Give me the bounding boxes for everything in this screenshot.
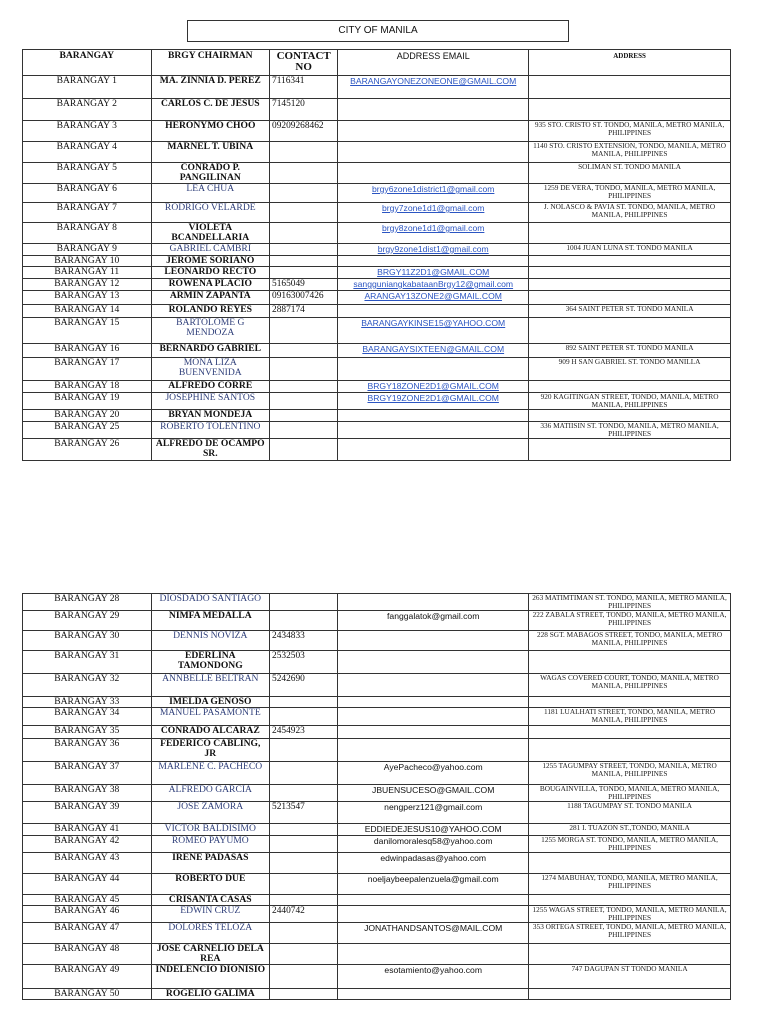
email-cell[interactable]: sangguniangkabataanBrgy12@gmail.com [338,279,529,291]
address-cell [529,439,731,461]
chairman-cell: JOSE CARNELIO DELA REA [151,944,270,965]
barangay-cell: BARANGAY 45 [23,895,152,906]
chairman-cell: VIOLETA BCANDELLARIA [151,223,270,244]
email-cell [338,708,529,726]
table-row [23,824,731,836]
address-cell: 747 DAGUPAN ST TONDO MANILA [529,965,731,989]
address-cell [529,76,731,99]
address-cell: 263 MATIMTIMAN ST. TONDO, MANILA, METRO MANILA, PHILIPPINES [529,594,731,611]
address-cell [529,279,731,291]
address-cell: BOUGAINVILLA, TONDO, MANILA, METRO MANILA, PHILIPPINES [529,785,731,802]
barangay-cell: BARANGAY 49 [23,965,152,989]
chairman-cell: IMELDA GENOSO [151,697,270,708]
barangay-cell: BARANGAY 46 [23,906,152,923]
table-row [23,762,731,785]
table-row [23,651,731,674]
table-row [23,785,731,802]
email-cell[interactable]: brgy7zone1d1@gmail.com [338,203,529,223]
table-row [23,381,731,393]
address-cell: 1188 TAGUMPAY ST. TONDO MANILA [529,802,731,824]
barangay-cell: BARANGAY 38 [23,785,152,802]
contact-cell [270,184,338,203]
table-row [23,203,731,223]
contact-cell [270,256,338,267]
address-cell [529,944,731,965]
table-row [23,410,731,422]
chairman-cell: CRISANTA CASAS [151,895,270,906]
contact-cell [270,344,338,358]
chairman-cell: MONA LIZA BUENVENIDA [151,358,270,381]
email-cell[interactable]: nengperz121@gmail.com [338,802,529,824]
barangay-cell: BARANGAY 10 [23,256,152,267]
chairman-cell: HERONYMO CHOO [151,121,270,142]
table-row [23,674,731,697]
barangay-cell: BARANGAY 8 [23,223,152,244]
chairman-cell: ROWENA PLACIO [151,279,270,291]
chairman-cell: JOSEPHINE SANTOS [151,393,270,410]
table-row [23,318,731,344]
contact-cell [270,762,338,785]
email-cell [338,163,529,184]
barangay-cell: BARANGAY 19 [23,393,152,410]
address-cell [529,318,731,344]
table-row [23,923,731,944]
barangay-cell: BARANGAY 4 [23,142,152,163]
table-row [23,291,731,305]
chairman-cell: CARLOS C. DE JESUS [151,99,270,121]
address-cell [529,256,731,267]
chairman-cell: ARMIN ZAPANTA [151,291,270,305]
address-cell: 336 MATIISIN ST. TONDO, MANILA, METRO MANILA, PHILIPPINES [529,422,731,439]
chairman-cell: BRYAN MONDEJA [151,410,270,422]
address-cell: 909 H SAN GABRIEL ST. TONDO MANILLA [529,358,731,381]
contact-cell [270,244,338,256]
contact-cell [270,989,338,1000]
table-bottom-body [23,594,731,1000]
barangay-cell: BARANGAY 33 [23,697,152,708]
table-row [23,697,731,708]
email-cell[interactable]: esotamiento@yahoo.com [338,965,529,989]
contact-cell [270,358,338,381]
contact-cell [270,381,338,393]
header-email: ADDRESS EMAIL [338,50,529,76]
chairman-cell: JOSE ZAMORA [151,802,270,824]
address-cell: 935 STO. CRISTO ST. TONDO, MANILA, METRO MANILA, PHILIPPINES [529,121,731,142]
table-row [23,99,731,121]
email-cell [338,439,529,461]
page-title: CITY OF MANILA [187,20,569,42]
email-cell [338,989,529,1000]
chairman-cell: NIMFA MEDALLA [151,611,270,631]
contact-cell: 2887174 [270,305,338,318]
contact-cell [270,422,338,439]
chairman-cell: ROMEO PAYUMO [151,836,270,853]
chairman-cell: JEROME SORIANO [151,256,270,267]
table-row [23,439,731,461]
contact-cell [270,965,338,989]
address-cell [529,223,731,244]
contact-cell: 7116341 [270,76,338,99]
barangay-cell: BARANGAY 14 [23,305,152,318]
barangay-cell: BARANGAY 16 [23,344,152,358]
table-row [23,305,731,318]
chairman-cell: ALFREDO GARCIA [151,785,270,802]
table-row [23,874,731,895]
barangay-cell: BARANGAY 37 [23,762,152,785]
table-row [23,802,731,824]
table-row [23,422,731,439]
chairman-cell: CONRADO ALCARAZ [151,726,270,739]
address-cell: 281 I. TUAZON ST.,TONDO, MANILA [529,824,731,836]
address-cell [529,739,731,762]
email-cell [338,674,529,697]
chairman-cell: LEA CHUA [151,184,270,203]
table-row [23,223,731,244]
chairman-cell: ANNBELLE BELTRAN [151,674,270,697]
address-cell [529,697,731,708]
email-cell[interactable]: noeljaybeepalenzuela@gmail.com [338,874,529,895]
email-cell[interactable]: JONATHANDSANTOS@MAIL.COM [338,923,529,944]
contact-cell [270,853,338,874]
table-row [23,708,731,726]
barangay-cell: BARANGAY 6 [23,184,152,203]
barangay-table-top [22,49,731,461]
table-row [23,965,731,989]
address-cell: 920 KAGITINGAN STREET, TONDO, MANILA, METRO MANILA, PHILIPPINES [529,393,731,410]
contact-cell: 5165049 [270,279,338,291]
contact-cell [270,223,338,244]
email-cell [338,739,529,762]
email-cell [338,906,529,923]
table-row [23,163,731,184]
address-cell [529,726,731,739]
contact-cell [270,594,338,611]
chairman-cell: MANUEL PASAMONTE [151,708,270,726]
table-row [23,358,731,381]
chairman-cell: VICTOR BALDISIMO [151,824,270,836]
email-cell[interactable]: BARANGAYONEZONEONE@GMAIL.COM [338,76,529,99]
table-row [23,121,731,142]
header-contact: CONTACT NO [270,50,338,76]
table-row [23,895,731,906]
table-row [23,906,731,923]
contact-cell [270,203,338,223]
contact-cell: 09163007426 [270,291,338,305]
contact-cell: 5242690 [270,674,338,697]
email-cell [338,358,529,381]
email-cell[interactable]: BRGY11Z2D1@GMAIL.COM [338,267,529,279]
contact-cell [270,611,338,631]
barangay-cell: BARANGAY 26 [23,439,152,461]
chairman-cell: FEDERICO CABLING, JR [151,739,270,762]
address-cell [529,99,731,121]
chairman-cell: DOLORES TELOZA [151,923,270,944]
address-cell: 1004 JUAN LUNA ST. TONDO MANILA [529,244,731,256]
chairman-cell: ROLANDO REYES [151,305,270,318]
chairman-cell: EDERLINA TAMONDONG [151,651,270,674]
table-row [23,267,731,279]
chairman-cell: CONRADO P. PANGILINAN [151,163,270,184]
contact-cell [270,895,338,906]
chairman-cell: DIOSDADO SANTIAGO [151,594,270,611]
address-cell: 1259 DE VERA, TONDO, MANILA, METRO MANILA, PHILIPPINES [529,184,731,203]
contact-cell [270,944,338,965]
table-row [23,611,731,631]
table-row [23,944,731,965]
table-row [23,631,731,651]
chairman-cell: MA. ZINNIA D. PEREZ [151,76,270,99]
chairman-cell: BERNARDO GABRIEL [151,344,270,358]
email-cell[interactable]: edwinpadasas@yahoo.com [338,853,529,874]
address-cell [529,381,731,393]
email-cell[interactable]: brgy9zone1dist1@gmail.com [338,244,529,256]
header-barangay: BARANGAY [23,50,152,76]
address-cell: 228 SGT. MABAGOS STREET, TONDO, MANILA, METRO MANILA, PHILIPPINES [529,631,731,651]
chairman-cell: EDWIN CRUZ [151,906,270,923]
contact-cell [270,836,338,853]
email-cell [338,631,529,651]
address-cell: 353 ORTEGA STREET, TONDO, MANILA, METRO MANILA, PHILIPPINES [529,923,731,944]
contact-cell: 2434833 [270,631,338,651]
contact-cell [270,439,338,461]
email-cell[interactable]: BARANGAYKINSE15@YAHOO.COM [338,318,529,344]
contact-cell: 2454923 [270,726,338,739]
contact-cell: 7145120 [270,99,338,121]
barangay-cell: BARANGAY 43 [23,853,152,874]
barangay-cell: BARANGAY 39 [23,802,152,824]
barangay-cell: BARANGAY 13 [23,291,152,305]
contact-cell [270,785,338,802]
contact-cell [270,824,338,836]
email-cell [338,422,529,439]
barangay-cell: BARANGAY 32 [23,674,152,697]
email-cell [338,726,529,739]
barangay-cell: BARANGAY 47 [23,923,152,944]
address-cell: 1255 MORGA ST. TONDO, MANILA, METRO MANILA, PHILIPPINES [529,836,731,853]
barangay-cell: BARANGAY 29 [23,611,152,631]
table-row [23,244,731,256]
address-cell [529,895,731,906]
barangay-cell: BARANGAY 2 [23,99,152,121]
contact-cell: 2532503 [270,651,338,674]
email-cell [338,651,529,674]
email-cell [338,697,529,708]
address-cell: 1255 WAGAS STREET, TONDO, MANILA, METRO MANILA, PHILIPPINES [529,906,731,923]
contact-cell [270,163,338,184]
address-cell: SOLIMAN ST. TONDO MANILA [529,163,731,184]
email-cell[interactable]: BRGY19ZONE2D1@GMAIL.COM [338,393,529,410]
barangay-cell: BARANGAY 20 [23,410,152,422]
barangay-cell: BARANGAY 9 [23,244,152,256]
email-cell[interactable]: JBUENSUCESO@GMAIL.COM [338,785,529,802]
email-cell [338,305,529,318]
address-cell [529,410,731,422]
contact-cell [270,874,338,895]
barangay-cell: BARANGAY 15 [23,318,152,344]
table-row [23,989,731,1000]
barangay-cell: BARANGAY 35 [23,726,152,739]
chairman-cell: BARTOLOME G MENDOZA [151,318,270,344]
barangay-cell: BARANGAY 48 [23,944,152,965]
email-cell[interactable]: AyePacheco@yahoo.com [338,762,529,785]
email-cell [338,121,529,142]
barangay-cell: BARANGAY 30 [23,631,152,651]
contact-cell: 09209268462 [270,121,338,142]
table-row [23,393,731,410]
address-cell [529,853,731,874]
table-row [23,739,731,762]
chairman-cell: DENNIS NOVIZA [151,631,270,651]
chairman-cell: RODRIGO VELARDE [151,203,270,223]
email-cell[interactable]: danilomoralesq58@yahoo.com [338,836,529,853]
table-row [23,594,731,611]
address-cell: 1140 STO. CRISTO EXTENSION, TONDO, MANILA, METRO MANILA, PHILIPPINES [529,142,731,163]
contact-cell [270,708,338,726]
email-cell [338,944,529,965]
chairman-cell: MARNEL T. UBINA [151,142,270,163]
address-cell: 1181 LUALHATI STREET, TONDO, MANILA, METRO MANILA, PHILIPPINES [529,708,731,726]
email-cell[interactable]: ARANGAY13ZONE2@GMAIL.COM [338,291,529,305]
barangay-cell: BARANGAY 50 [23,989,152,1000]
email-cell[interactable]: brgy8zone1d1@gmail.com [338,223,529,244]
barangay-cell: BARANGAY 18 [23,381,152,393]
address-cell: 364 SAINT PETER ST. TONDO MANILA [529,305,731,318]
address-cell [529,989,731,1000]
table-row [23,76,731,99]
table-row [23,344,731,358]
address-cell: 1274 MABUHAY, TONDO, MANILA, METRO MANILA, PHILIPPINES [529,874,731,895]
table-row [23,279,731,291]
barangay-table-bottom [22,593,731,1000]
chairman-cell: ALFREDO DE OCAMPO SR. [151,439,270,461]
table-top-body [23,76,731,461]
chairman-cell: ROBERTO TOLENTINO [151,422,270,439]
barangay-cell: BARANGAY 42 [23,836,152,853]
barangay-cell: BARANGAY 28 [23,594,152,611]
table-row [23,726,731,739]
address-cell: 892 SAINT PETER ST. TONDO MANILA [529,344,731,358]
table-row [23,836,731,853]
address-cell: 1255 TAGUMPAY STREET, TONDO, MANILA, METRO MANILA, PHILIPPINES [529,762,731,785]
chairman-cell: LEONARDO RECTO [151,267,270,279]
contact-cell [270,393,338,410]
chairman-cell: IRENE PADASAS [151,853,270,874]
contact-cell [270,410,338,422]
email-cell [338,142,529,163]
barangay-cell: BARANGAY 36 [23,739,152,762]
barangay-cell: BARANGAY 11 [23,267,152,279]
email-cell[interactable]: BRGY18ZONE2D1@GMAIL.COM [338,381,529,393]
barangay-cell: BARANGAY 5 [23,163,152,184]
address-cell: 222 ZABALA STREET, TONDO, MANILA, METRO MANILA, PHILIPPINES [529,611,731,631]
chairman-cell: MARLENE C. PACHECO [151,762,270,785]
barangay-cell: BARANGAY 12 [23,279,152,291]
address-cell [529,651,731,674]
barangay-cell: BARANGAY 7 [23,203,152,223]
contact-cell [270,697,338,708]
contact-cell [270,318,338,344]
barangay-cell: BARANGAY 44 [23,874,152,895]
chairman-cell: GABRIEL CAMBRI [151,244,270,256]
email-cell [338,895,529,906]
contact-cell [270,923,338,944]
chairman-cell: INDELENCIO DIONISIO [151,965,270,989]
contact-cell [270,142,338,163]
address-cell: J. NOLASCO & PAVIA ST. TONDO, MANILA, METRO MANILA, PHILIPPINES [529,203,731,223]
table-row [23,184,731,203]
contact-cell [270,739,338,762]
header-address: ADDRESS [529,50,731,76]
contact-cell [270,267,338,279]
chairman-cell: ALFREDO CORRE [151,381,270,393]
table-row [23,142,731,163]
barangay-cell: BARANGAY 1 [23,76,152,99]
address-cell: WAGAS COVERED COURT, TONDO, MANILA, METRO MANILA, PHILIPPINES [529,674,731,697]
email-cell [338,594,529,611]
header-chairman: BRGY CHAIRMAN [151,50,270,76]
email-cell [338,256,529,267]
email-cell [338,99,529,121]
email-cell[interactable]: EDDIEDEJESUS10@YAHOO.COM [338,824,529,836]
barangay-cell: BARANGAY 3 [23,121,152,142]
chairman-cell: ROBERTO DUE [151,874,270,895]
barangay-cell: BARANGAY 34 [23,708,152,726]
table-row [23,256,731,267]
contact-cell: 5213547 [270,802,338,824]
chairman-cell: ROGELIO GALIMA [151,989,270,1000]
barangay-cell: BARANGAY 31 [23,651,152,674]
email-cell [338,410,529,422]
table-row [23,853,731,874]
email-cell[interactable]: fanggalatok@gmail.com [338,611,529,631]
address-cell [529,291,731,305]
barangay-cell: BARANGAY 41 [23,824,152,836]
email-cell[interactable]: brgy6zone1district1@gmail.com [338,184,529,203]
contact-cell: 2440742 [270,906,338,923]
barangay-cell: BARANGAY 25 [23,422,152,439]
email-cell[interactable]: BARANGAYSIXTEEN@GMAIL.COM [338,344,529,358]
barangay-cell: BARANGAY 17 [23,358,152,381]
address-cell [529,267,731,279]
